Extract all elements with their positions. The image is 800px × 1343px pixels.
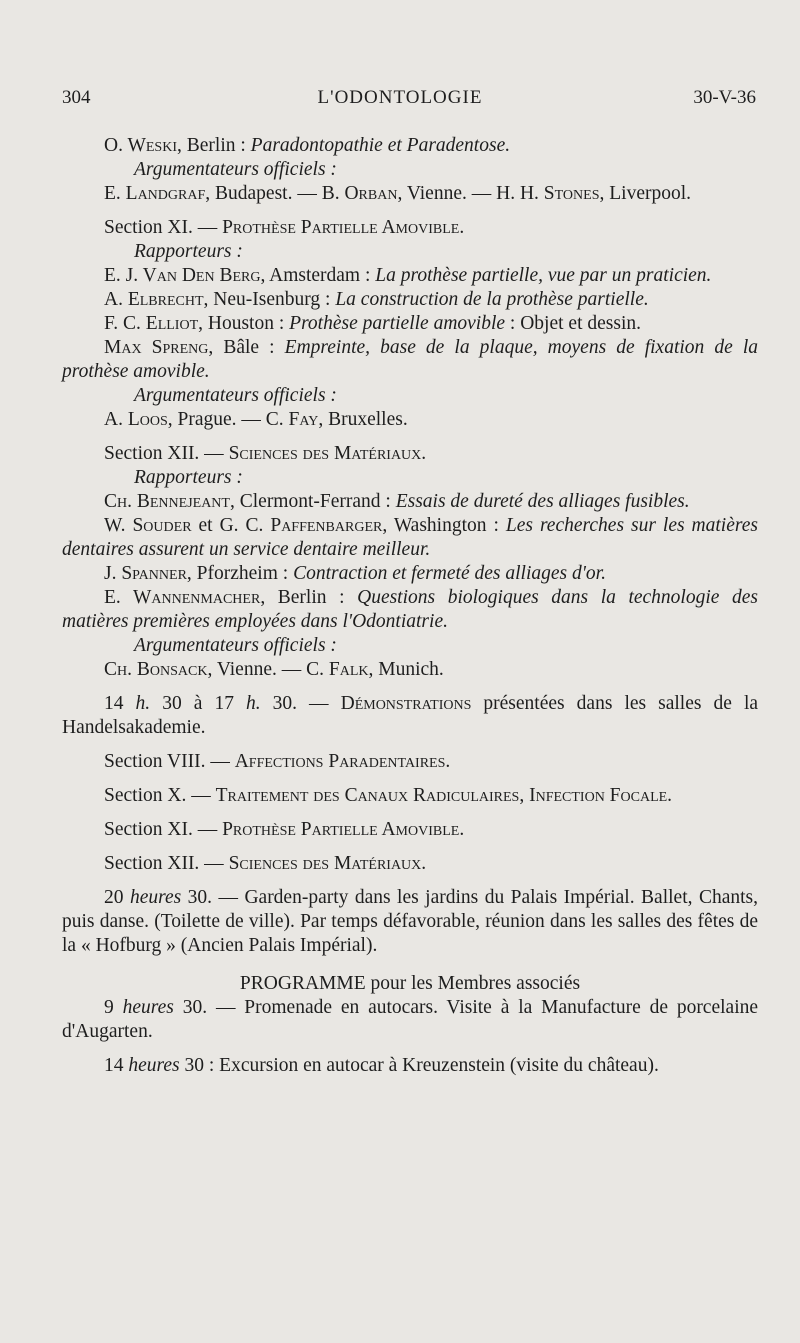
- garden-party-paragraph: 20 heures 30. — Garden-party dans les jardins du Palais Impérial. Ballet, Chants, puis danse. (Toilette de ville). Par temps défavorable, réunion dans les salles des fêtes de la « Hofburg » (Ancien Palais Impérial).: [62, 887, 758, 956]
- issue-date: 30-V-36: [693, 87, 756, 108]
- argumentateurs-heading: Argumentateurs officiels :: [134, 635, 337, 656]
- entry-elliot: F. C. Elliot, Houston : Prothèse partielle amovible : Objet et dessin.: [104, 313, 641, 334]
- excursion-paragraph: 14 heures 30 : Excursion en autocar à Kreuzenstein (visite du château).: [104, 1055, 659, 1076]
- section-xii-heading: Section XII. — Sciences des Matériaux.: [104, 443, 427, 464]
- entry-bonsack: Ch. Bonsack, Vienne. — C. Falk, Munich.: [104, 659, 444, 680]
- rapporteurs-heading: Rapporteurs :: [134, 241, 243, 262]
- entry-spreng: Max Spreng, Bâle : Empreinte, base de la plaque, moyens de fixation de la prothèse amovible.: [62, 337, 759, 382]
- entry-loos: A. Loos, Prague. — C. Fay, Bruxelles.: [104, 409, 408, 430]
- running-title: L'ODONTOLOGIE: [317, 87, 483, 108]
- entry-souder: W. Souder et G. C. Paffenbarger, Washington : Les recherches sur les matières dentaires assurent un service dentaire meilleur.: [62, 515, 758, 560]
- demonstrations-paragraph: 14 h. 30 à 17 h. 30. — Démonstrations présentées dans les salles de la Handelsakademie.: [62, 693, 759, 738]
- section-xi-heading: Section XI. — Prothèse Partielle Amovible.: [104, 217, 465, 238]
- page-body: [62, 134, 758, 1078]
- entry-wannenmacher: E. Wannenmacher, Berlin : Questions biologiques dans la technologie des matières premières employées dans l'Odontiatrie.: [62, 587, 758, 632]
- entry-van-den-berg: E. J. Van Den Berg, Amsterdam : La prothèse partielle, vue par un praticien.: [104, 265, 712, 286]
- section-xii-line: Section XII. — Sciences des Matériaux.: [104, 853, 427, 874]
- entry-elbrecht: A. Elbrecht, Neu-Isenburg : La construction de la prothèse partielle.: [104, 289, 649, 310]
- argumentateurs-heading: Argumentateurs officiels :: [134, 159, 337, 180]
- page-number: 304: [62, 87, 91, 108]
- entry-bennejeant: Ch. Bennejeant, Clermont-Ferrand : Essais de dureté des alliages fusibles.: [104, 491, 690, 512]
- entry-landgraf: E. Landgraf, Budapest. — B. Orban, Vienne. — H. H. Stones, Liverpool.: [104, 183, 692, 204]
- section-viii-line: Section VIII. — Affections Paradentaires.: [104, 751, 451, 772]
- rapporteurs-heading: Rapporteurs :: [134, 467, 243, 488]
- section-x-line: Section X. — Traitement des Canaux Radiculaires, Infection Focale.: [104, 785, 673, 806]
- argumentateurs-heading: Argumentateurs officiels :: [134, 385, 337, 406]
- entry-spanner: J. Spanner, Pforzheim : Contraction et fermeté des alliages d'or.: [104, 563, 606, 584]
- entry-weski: O. Weski, Berlin : Paradontopathie et Paradentose.: [104, 135, 511, 156]
- promenade-paragraph: 9 heures 30. — Promenade en autocars. Visite à la Manufacture de porcelaine d'Augarten.: [62, 997, 759, 1042]
- section-xi-line: Section XI. — Prothèse Partielle Amovible.: [104, 819, 465, 840]
- programme-heading: PROGRAMME pour les Membres associés: [239, 973, 581, 994]
